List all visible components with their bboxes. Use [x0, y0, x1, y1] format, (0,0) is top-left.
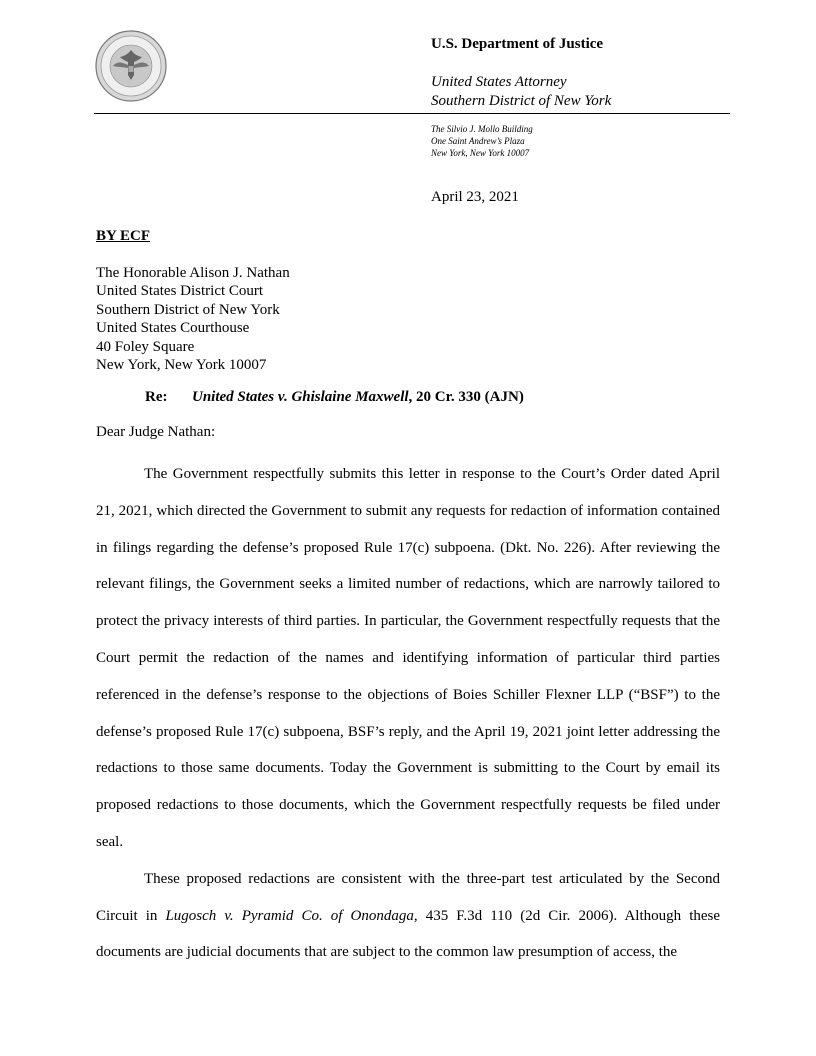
recipient-line: The Honorable Alison J. Nathan [96, 265, 290, 281]
address-line: One Saint Andrew’s Plaza [431, 136, 525, 146]
re-label: Re: [145, 389, 168, 405]
paragraph-2-text-continued: , 435 F.3d 110 (2d Cir. 2006). Although these documents are judicial documents that are subject to the common law presumption of access, the [96, 907, 721, 961]
recipient-line: United States District Court [96, 283, 264, 300]
office-line-1: United States Attorney [431, 74, 567, 90]
office-line-2: Southern District of New York [431, 93, 612, 109]
re-line [145, 389, 524, 406]
body-paragraph-1: The Government respectfully submits this letter in response to the Court’s Order dated April 21, 2021, which directed the Government to submit any requests for redaction of information contained in filings regarding the defense’s proposed Rule 17(c) subpoena. (Dkt. No. 226). After reviewing the relevant filings, the Government seeks a limited number of redactions, which are narrowly tailored to protect the privacy interests of third parties. In particular, the Government respectfully requests that the Court permit the redaction of the names and identifying information of particular third parties referenced in the defense’s response to the objections of Boies Schiller Flexner LLP (“BSF”) to the defense’s proposed Rule 17(c) subpoena, BSF’s reply, and the April 19, 2021 joint letter addressing the redactions to those same documents. Today the Government is submitting to the Court by email its proposed redactions to those documents, which the Government respectfully requests be filed under seal. [96, 466, 720, 850]
office-address [431, 123, 533, 159]
recipient-line: United States Courthouse [96, 320, 250, 337]
recipient-line: Southern District of New York [96, 301, 280, 318]
salutation: Dear Judge Nathan: [96, 424, 216, 440]
re-case-name: United States v. Ghislaine Maxwell [192, 389, 409, 405]
recipient-line: 40 Foley Square [96, 338, 195, 355]
address-line: The Silvio J. Mollo Building [431, 124, 533, 134]
delivery-method: BY ECF [96, 228, 151, 244]
body-paragraph-2 [96, 861, 720, 971]
recipient-line: New York, New York 10007 [96, 357, 267, 374]
paragraph-2-text: These proposed redactions are consistent with the three-part test articulated by the Second Circuit in [96, 870, 720, 924]
address-line: New York, New York 10007 [431, 148, 530, 158]
office-title [431, 73, 611, 111]
recipient-block [96, 264, 290, 374]
eagle-seal-icon [95, 30, 167, 102]
letter-date: April 23, 2021 [431, 189, 519, 205]
department-name: U.S. Department of Justice [431, 36, 604, 52]
re-case-number: , 20 Cr. 330 (AJN) [408, 389, 524, 405]
letterhead-divider [94, 113, 730, 114]
case-citation: Lugosch v. Pyramid Co. of Onondaga [165, 907, 414, 924]
doj-seal-logo [95, 30, 167, 102]
letter-body [96, 456, 720, 971]
